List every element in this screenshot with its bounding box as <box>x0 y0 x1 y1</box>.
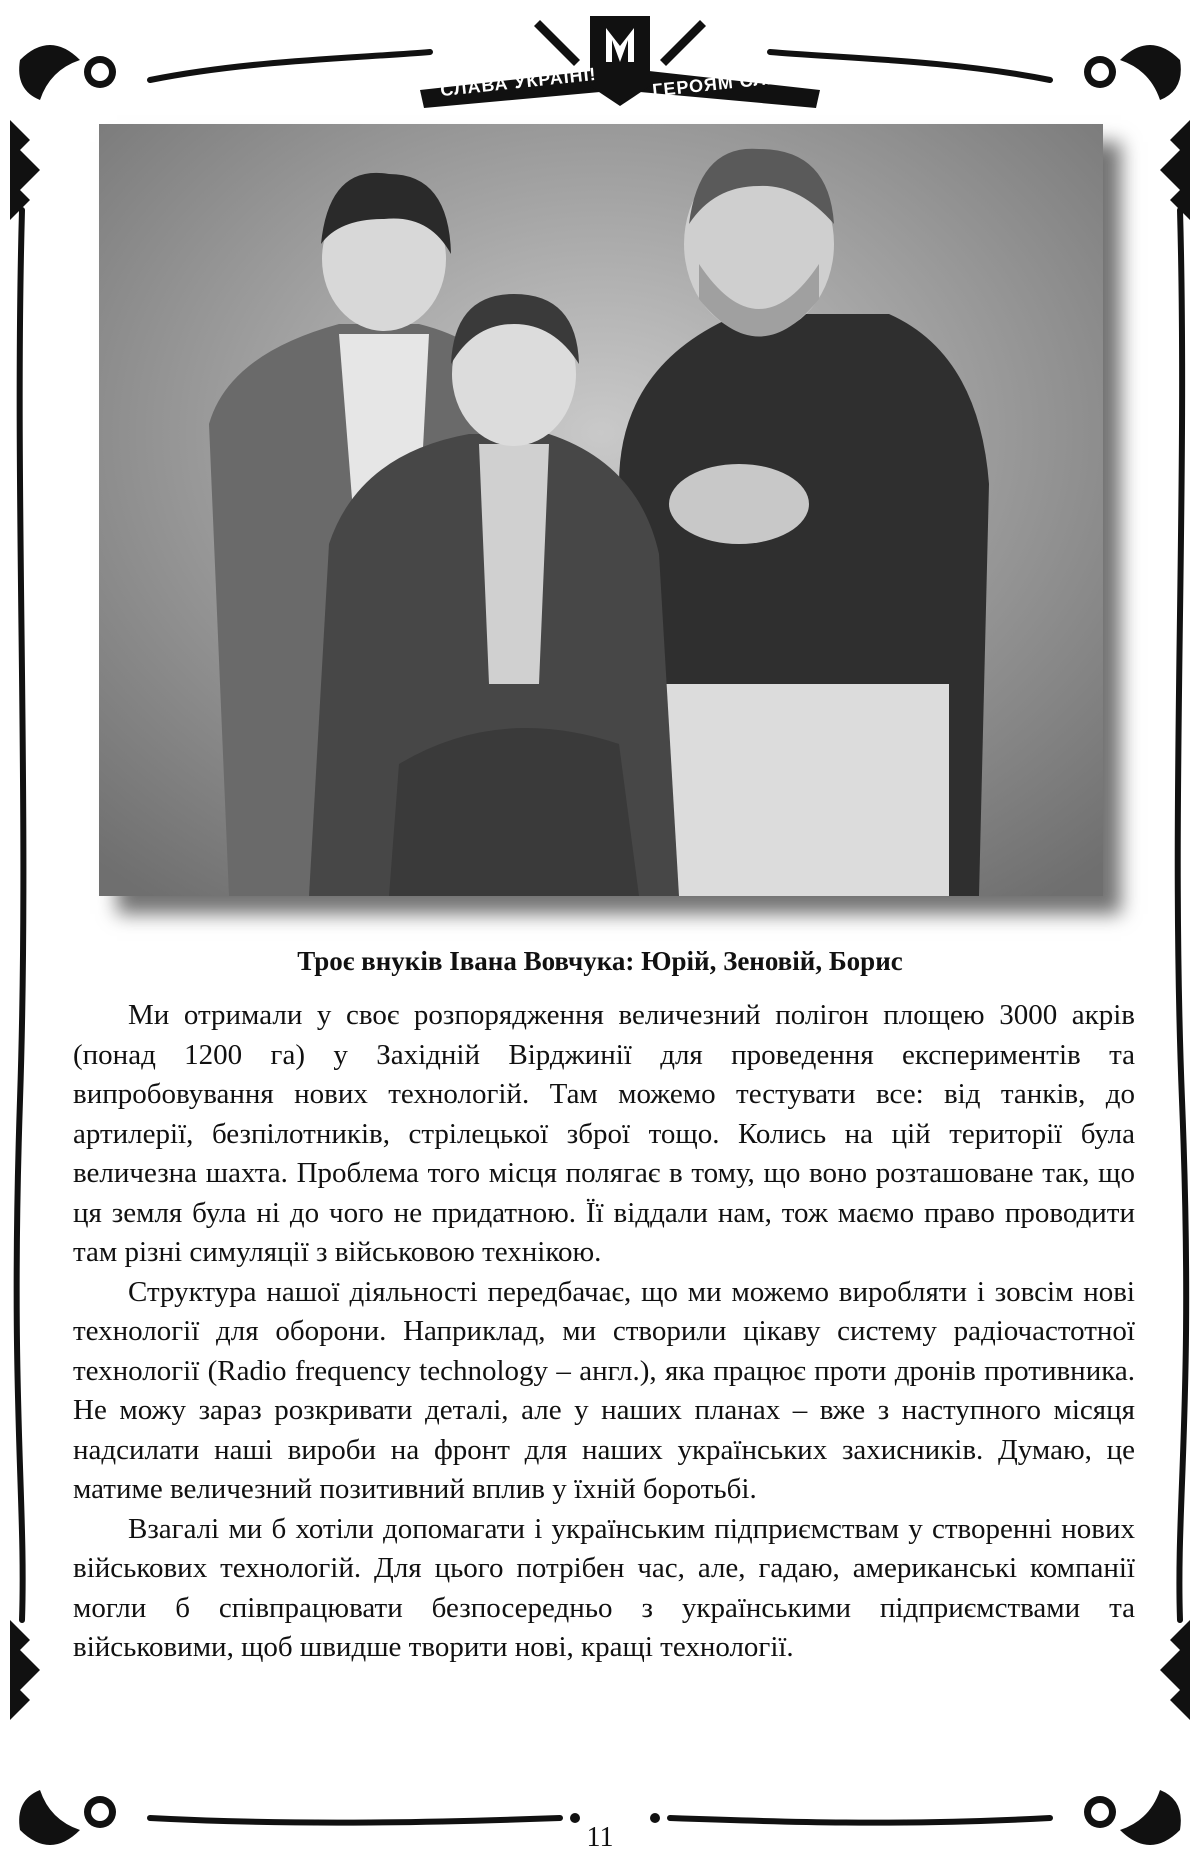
paragraph <box>73 1510 1135 1668</box>
paragraph <box>73 996 1135 1273</box>
page-number: 11 <box>586 1822 614 1853</box>
article-body <box>73 996 1135 1668</box>
paragraph <box>73 1273 1135 1510</box>
banner-slogan-left: СЛАВА УКРАЇНІ! <box>439 63 598 101</box>
top-banner <box>420 10 820 110</box>
photo-caption: Троє внуків Івана Вовчука: Юрій, Зеновій, Борис <box>297 946 903 976</box>
paragraph-text: Структура нашої діяльності передбачає, що ми можемо виробляти і зовсім нові технології для оборони. Наприклад, ми створили цікаву систему радіочастотної технології (Radio frequency technology – англ.), яка працює проти дронів противника. Не можу зараз розкривати деталі, але у наших планах – вже з наступного місяця надсилати наші вироби на фронт для наших українських захисників. Думаю, це матиме величезний позитивний вплив у їхній боротьбі. <box>73 1275 1135 1505</box>
banner-slogan-right: ГЕРОЯМ СЛАВА! <box>651 63 816 101</box>
paragraph-text: Взагалі ми б хотіли допомагати і українським підприємствам у створенні нових військових технологій. Для цього потрібен час, але, гадаю, американські компанії могли б співпрацювати безпосередньо з українськими підприємствами та військовими, щоб швидше творити нові, кращі технології. <box>73 1512 1135 1663</box>
paragraph-text: Ми отримали у своє розпорядження величезний полігон площею 3000 акрів (понад 1200 га) у Західній Вірджинії для проведення експериментів та випробовування нових технологій. Там можемо тестувати все: від танків, до артилерії, безпілотників, стрілецької зброї тощо. Колись на цій території була величезна шахта. Проблема того місця полягає в тому, що воно розташоване так, що ця земля була ні до чого не придатною. Її віддали нам, тож маємо право проводити там різні симуляції з військовою технікою. <box>73 999 1135 1268</box>
group-photo <box>99 124 1103 896</box>
three-men-photo-image <box>99 124 1103 896</box>
